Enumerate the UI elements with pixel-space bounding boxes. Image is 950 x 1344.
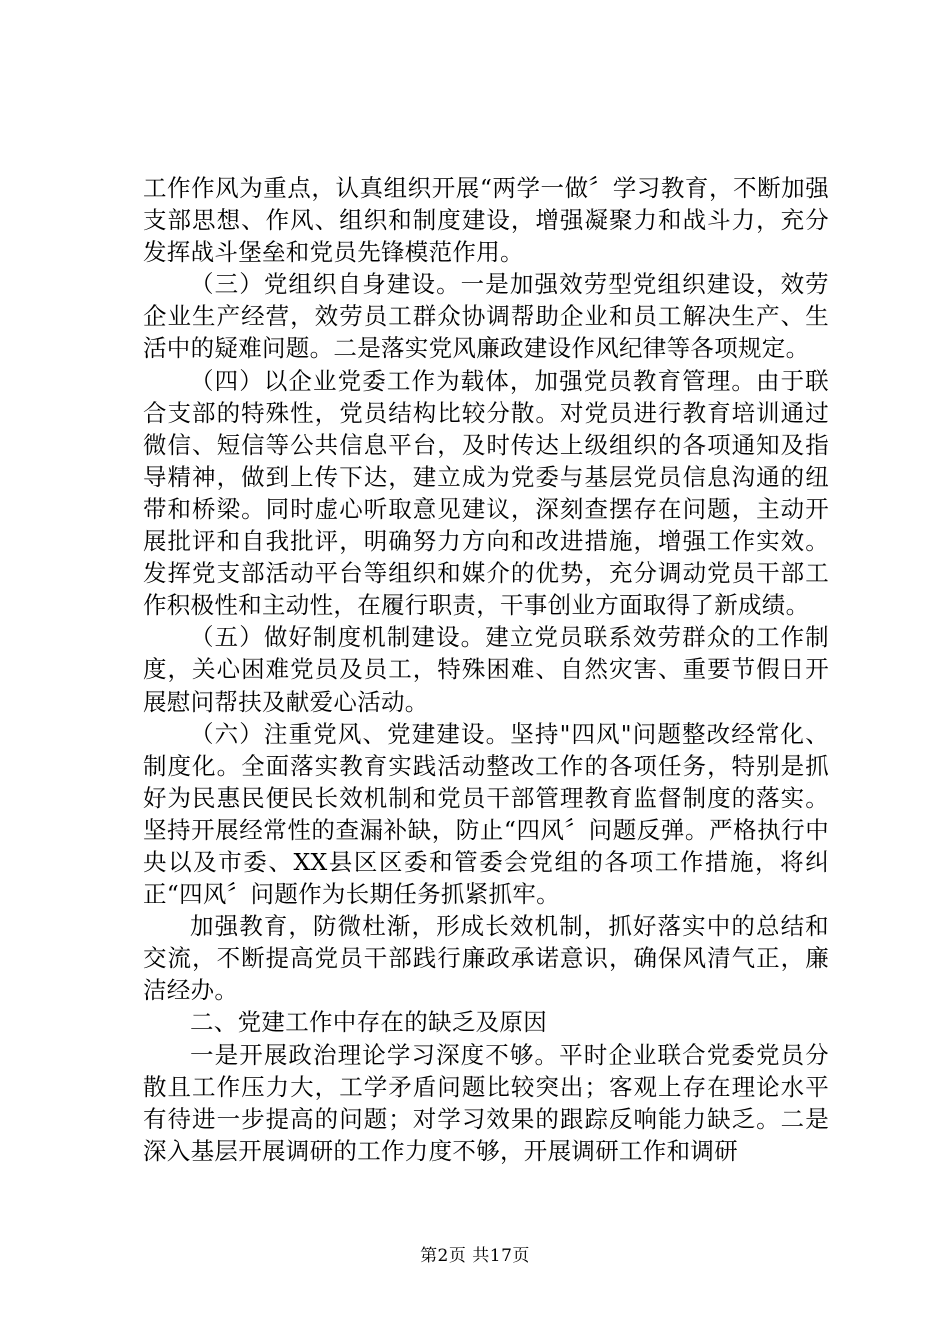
paragraph-system-building: （五）做好制度机制建设。建立党员联系效劳群众的工作制度，关心困难党员及员工，特殊困难、自然灾害、重要节假日开展慰问帮扶及献爱心活动。	[143, 623, 829, 716]
paragraph-shortcomings: 一是开展政治理论学习深度不够。平时企业联合党委党员分散且工作压力大，工学矛盾问题比较突出；客观上存在理论水平有待进一步提高的问题；对学习效果的跟踪反响能力缺乏。二是深入基层开展调研的工作力度不够，开展调研工作和调研	[143, 1040, 829, 1165]
section-heading-shortcomings: 二、党建工作中存在的缺乏及原因	[190, 1008, 547, 1037]
paragraph-education-summary: 加强教育，防微杜渐，形成长效机制，抓好落实中的总结和交流，不断提高党员干部践行廉政承诺意识，确保风清气正，廉洁经办。	[143, 912, 829, 1005]
paragraph-party-style: （六）注重党风、党建建设。坚持"四风"问题整改经常化、制度化。全面落实教育实践活动整改工作的各项任务，特别是抓好为民惠民便民长效机制和党员干部管理教育监督制度的落实。坚持开展经常性的查漏补缺，防止“四风〞问题反弹。严格执行中央以及市委、XX县区区委和管委会党组的各项工作措施，将纠正“四风〞问题作为长期任务抓紧抓牢。	[143, 719, 829, 909]
paragraph-continuation: 工作作风为重点，认真组织开展“两学一做〞学习教育，不断加强支部思想、作风、组织和制度建设，增强凝聚力和战斗力，充分发挥战斗堡垒和党员先锋模范作用。	[143, 174, 829, 267]
document-body	[143, 172, 829, 1167]
paragraph-member-education: （四）以企业党委工作为载体，加强党员教育管理。由于联合支部的特殊性，党员结构比较分散。对党员进行教育培训通过微信、短信等公共信息平台，及时传达上级组织的各项通知及指导精神，做到上传下达，建立成为党委与基层党员信息沟通的纽带和桥梁。同时虚心听取意见建议，深刻查摆存在问题，主动开展批评和自我批评，明确努力方向和改进措施，增强工作实效。发挥党支部活动平台等组织和媒介的优势，充分调动党员干部工作积极性和主动性，在履行职责，干事创业方面取得了新成绩。	[143, 366, 829, 620]
paragraph-party-organization: （三）党组织自身建设。一是加强效劳型党组织建设，效劳企业生产经营，效劳员工群众协调帮助企业和员工解决生产、生活中的疑难问题。二是落实党风廉政建设作风纪律等各项规定。	[143, 270, 829, 363]
page-footer: 第2页 共17页	[420, 1246, 530, 1266]
